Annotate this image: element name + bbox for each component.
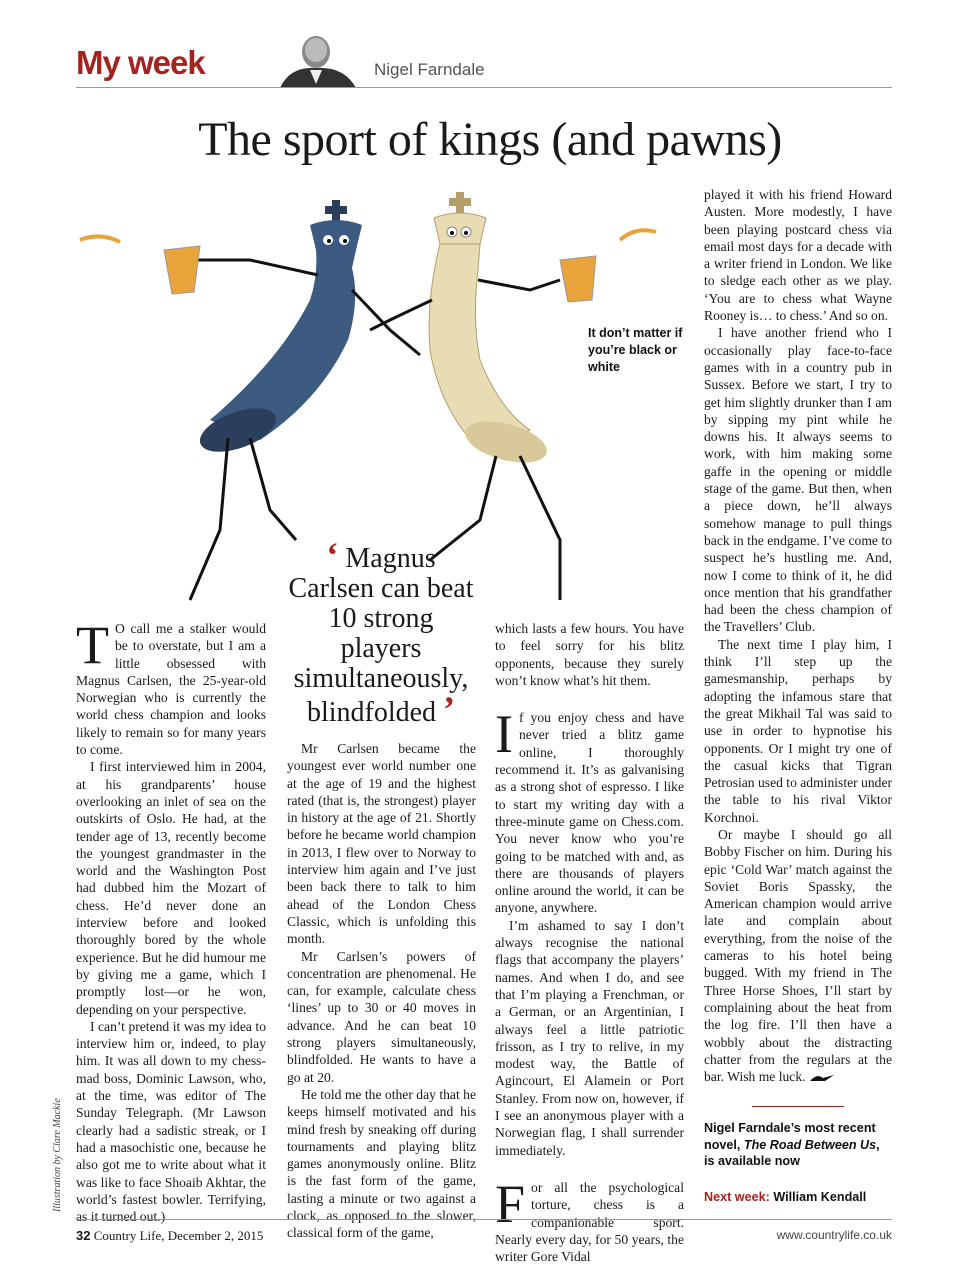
- pull-quote-open: ‘: [326, 535, 339, 575]
- paragraph: The next time I play him, I think I’ll step up the gamesmanship, perhaps by adopting the infamous stare that the great Mikhail Tal was said to use in order to hypnotise his opponents. Or I might try one of the casual kicks that Tigran Petrosian used to administer under the table to his rival Viktor Korchnoi.: [704, 636, 893, 825]
- pull-quote-text: Magnus Carlsen can beat 10 strong players simultaneously, blindfolded: [288, 543, 474, 728]
- author-portrait: [220, 30, 368, 88]
- paragraph: which lasts a few hours. You have to feel sorry for his blitz opponents, because they surely won’t know what’s hit them.: [495, 621, 684, 688]
- footer-rule: [76, 1219, 892, 1220]
- author-byline: Nigel Farndale: [374, 60, 485, 79]
- bio-rule: [752, 1106, 844, 1107]
- next-week-label: Next week:: [704, 1190, 770, 1204]
- paragraph-text: Or maybe I should go all Bobby Fischer on him. During his epic ‘Cold War’ match against the Soviet Boris Spassky, the American champion would arrive late and complain about everything, from the noise of the cameras to his hotel being bugged. With my friend in The Three Horse Shoes, I’ll start by complaining about the heat from the log fire. I’ll then have a wobbly about the distracting chatter from the regulars at the bar. Wish me luck.: [704, 826, 892, 1085]
- publication-date: Country Life, December 2, 2015: [93, 1228, 264, 1243]
- author-bio: [704, 1120, 892, 1170]
- footer-folio: [76, 1228, 263, 1244]
- paragraph: [704, 826, 892, 1085]
- paragraph: I have another friend who I occasionally play face-to-face games with in a country pub in Sussex. Before we start, I try to get him slightly drunker than I am by sipping my pint while he downs his. It always seems to work, with him making some gaffe in the opening or middle stage of the game. But then, when a piece down, he’ll always somehow manage to pull things back in the endgame. I’ve come to suspect he’s hustling me. And, now I come to think of it, he did once mention that his grandfather had been the chess champion of the Travellers’ Club.: [704, 325, 892, 635]
- paragraph: Mr Carlsen became the youngest ever world number one at the age of 19 and the highest rated (that is, the strongest) player in history at the age of 21. Shortly before he became world champion in 2013, I flew over to Norway to interview him again and I’ve just been back there to talk to him ahead of the London Chess Classic, which is unfolding this month.: [287, 741, 476, 947]
- next-week: [704, 1190, 866, 1204]
- white-king-icon: [370, 192, 560, 600]
- paragraph: Mr Carlsen’s powers of concentration are phenomenal. He can, for example, calculate chess ‘lines’ up to 30 or 40 moves in advance. And he can beat 10 strong players simultaneously, blindfolded. He wants to have a go at 20.: [287, 948, 476, 1085]
- paragraph-text: O call me a stalker would be to overstate, but I am a little obsessed with Magnus Carlsen, the 25-year-old Norwegian who is currently the world chess champion and looks likely to remain so for many years to come.: [76, 621, 266, 758]
- paragraph: [495, 1173, 684, 1265]
- paragraph: He told me the other day that he keeps himself motivated and his mind fresh by sneaking off during tournaments and playing blitz games anonymously online. Blitz is the fast form of the game, lasting a minute or two against a clock, as opposed to the slower, classical form of the game,: [287, 1086, 476, 1241]
- headline: The sport of kings (and pawns): [198, 113, 782, 166]
- column-1: [76, 615, 266, 1225]
- next-week-name: William Kendall: [773, 1190, 867, 1204]
- paragraph: played it with his friend Howard Austen. More modestly, I have been playing postcard chess via email most days for a decade with a writer friend in London. We like to sledge each other as we play. ‘You are to chess what Wayne Rooney is… to chess.’ And so on.: [704, 187, 892, 324]
- page-number: 32: [76, 1228, 91, 1243]
- paragraph-text: or all the psychological torture, chess is a companionable sport. Nearly every day, for 50 years, the writer Gore Vidal: [495, 1179, 684, 1265]
- header-rule: [76, 87, 892, 88]
- drop-cap: I: [495, 704, 513, 765]
- column-3: [495, 620, 684, 1265]
- bio-prefix: Nigel Farndale’s most recent novel,: [704, 1121, 876, 1152]
- paragraph: [76, 615, 266, 758]
- paragraph: I can’t pretend it was my idea to interview him or, indeed, to play him. It was all down to my chess-mad boss, Dominic Lawson, who, at the time, was editor of The Sunday Telegraph. (Mr Lawson clearly had a sadistic streak, or I had a masochistic one, because he also got me to write about what it was like to face Shoaib Akhtar, the world’s fastest bowler. Terrifying, as it turned out.): [76, 1018, 266, 1225]
- footer-url[interactable]: www.countrylife.co.uk: [776, 1228, 892, 1242]
- end-mark-icon: [809, 1073, 835, 1083]
- bio-suffix: , is available now: [704, 1137, 880, 1168]
- column-4: [704, 186, 892, 1085]
- beer-glass-icon: [80, 230, 656, 302]
- section-title: My week: [76, 44, 205, 81]
- drop-cap: T: [76, 615, 109, 675]
- illustration-caption: It don’t matter if you’re black or white: [588, 326, 683, 374]
- drop-cap: F: [495, 1173, 526, 1234]
- bio-book-title: The Road Between Us: [743, 1137, 877, 1152]
- paragraph: I first interviewed him in 2004, at his grandparents’ house overlooking an inlet of sea on the outskirts of Oslo. He had, at the tender age of 13, recently become the youngest grandmaster in the world and the Washington Post had dubbed him the Mozart of chess. He’d never done an interview before and looked thoroughly bored by the whole experience. But he did humour me by giving me a game, which I promptly lost—or he won, depending on your perspective.: [76, 759, 266, 1017]
- pull-quote: [288, 535, 474, 729]
- paragraph-text: f you enjoy chess and have never tried a blitz game online, I thoroughly recommend it. It’s as galvanising as a strong shot of espresso. I like to start my writing day with a three-minute game on Chess.com. You never know who you’re going to be matched with and, as there are thousands of players online around the world, it can be anyone, anywhere.: [495, 710, 684, 916]
- illustration-credit: Illustration by Clare Mackie: [52, 1098, 63, 1212]
- column-2: [287, 740, 476, 1242]
- masthead: [76, 30, 892, 88]
- paragraph: [495, 704, 684, 917]
- paragraph: I’m ashamed to say I don’t always recognise the national flags that accompany the players’ names. And when I do, and see that I’m playing a Frenchman, or a German, or an Argentinian, I always feel a little patriotic frisson, as I try to relive, in my modest way, the Battle of Agincourt, El Alamein or Port Stanley. From now on, however, if I see an anonymous player with a Norwegian flag, I shall surrender immediately.: [495, 917, 684, 1158]
- pull-quote-close: ’: [443, 689, 456, 729]
